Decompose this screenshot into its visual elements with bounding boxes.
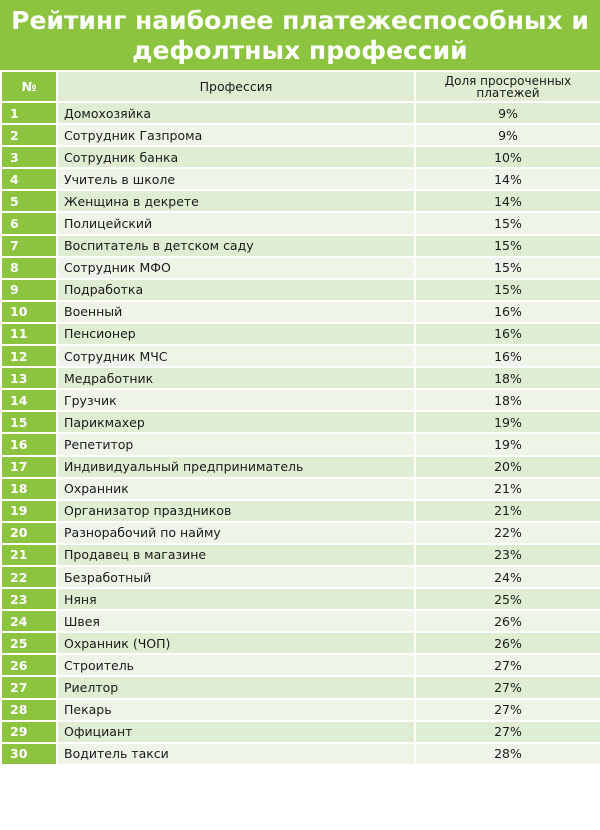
row-profession: Строитель [57,654,415,676]
row-overdue-share: 20% [415,456,600,478]
table-row [1,367,600,389]
table-row [1,301,600,323]
row-number: 13 [1,367,57,389]
table-row [1,102,600,124]
profession-table [0,70,600,766]
row-overdue-share: 14% [415,190,600,212]
header-overdue-share: Доля просроченных платежей [415,71,600,102]
row-number: 17 [1,456,57,478]
header-row [1,71,600,102]
page-title [0,0,600,70]
row-profession: Продавец в магазине [57,544,415,566]
row-overdue-share: 15% [415,257,600,279]
row-profession: Домохозяйка [57,102,415,124]
row-number: 18 [1,478,57,500]
row-profession: Женщина в декрете [57,190,415,212]
row-overdue-share: 27% [415,699,600,721]
row-number: 9 [1,279,57,301]
table-header [1,71,600,102]
table-row [1,743,600,765]
row-profession: Грузчик [57,389,415,411]
row-overdue-share: 27% [415,721,600,743]
row-overdue-share: 15% [415,279,600,301]
table-row [1,323,600,345]
row-profession: Охранник [57,478,415,500]
table-row [1,676,600,698]
row-overdue-share: 26% [415,632,600,654]
row-overdue-share: 25% [415,588,600,610]
row-overdue-share: 16% [415,345,600,367]
row-overdue-share: 27% [415,676,600,698]
row-profession: Сотрудник банка [57,146,415,168]
row-number: 14 [1,389,57,411]
table-body [1,102,600,765]
row-number: 22 [1,566,57,588]
row-overdue-share: 14% [415,168,600,190]
row-overdue-share: 10% [415,146,600,168]
header-profession: Профессия [57,71,415,102]
table-row [1,654,600,676]
row-number: 5 [1,190,57,212]
row-number: 16 [1,433,57,455]
row-profession: Подработка [57,279,415,301]
row-number: 8 [1,257,57,279]
table-row [1,699,600,721]
row-number: 3 [1,146,57,168]
table-row [1,411,600,433]
row-profession: Риелтор [57,676,415,698]
table-row [1,456,600,478]
header-number: № [1,71,57,102]
row-number: 26 [1,654,57,676]
table-row [1,124,600,146]
row-profession: Военный [57,301,415,323]
row-profession: Учитель в школе [57,168,415,190]
table-row [1,235,600,257]
row-number: 27 [1,676,57,698]
table-row [1,279,600,301]
row-profession: Индивидуальный предприниматель [57,456,415,478]
table-row [1,721,600,743]
row-number: 7 [1,235,57,257]
row-overdue-share: 28% [415,743,600,765]
row-overdue-share: 19% [415,433,600,455]
row-profession: Сотрудник Газпрома [57,124,415,146]
row-overdue-share: 18% [415,389,600,411]
table-row [1,500,600,522]
row-profession: Сотрудник МФО [57,257,415,279]
table-row [1,522,600,544]
table-row [1,544,600,566]
row-profession: Швея [57,610,415,632]
row-profession: Няня [57,588,415,610]
row-number: 11 [1,323,57,345]
row-profession: Официант [57,721,415,743]
row-profession: Парикмахер [57,411,415,433]
row-overdue-share: 18% [415,367,600,389]
table-row [1,146,600,168]
row-overdue-share: 23% [415,544,600,566]
row-profession: Организатор праздников [57,500,415,522]
row-profession: Охранник (ЧОП) [57,632,415,654]
row-profession: Безработный [57,566,415,588]
table-row [1,433,600,455]
row-number: 25 [1,632,57,654]
table-row [1,212,600,234]
row-overdue-share: 16% [415,301,600,323]
row-number: 21 [1,544,57,566]
row-number: 15 [1,411,57,433]
row-number: 4 [1,168,57,190]
row-profession: Воспитатель в детском саду [57,235,415,257]
row-overdue-share: 24% [415,566,600,588]
row-profession: Разнорабочий по найму [57,522,415,544]
row-overdue-share: 9% [415,124,600,146]
table-row [1,257,600,279]
table-row [1,588,600,610]
row-overdue-share: 22% [415,522,600,544]
row-number: 1 [1,102,57,124]
row-number: 2 [1,124,57,146]
table-row [1,389,600,411]
table-row [1,632,600,654]
table-row [1,190,600,212]
row-overdue-share: 16% [415,323,600,345]
table-row [1,610,600,632]
row-number: 10 [1,301,57,323]
row-overdue-share: 26% [415,610,600,632]
row-profession: Полицейский [57,212,415,234]
row-profession: Сотрудник МЧС [57,345,415,367]
row-profession: Водитель такси [57,743,415,765]
row-profession: Медработник [57,367,415,389]
row-profession: Репетитор [57,433,415,455]
row-profession: Пекарь [57,699,415,721]
table-row [1,478,600,500]
row-number: 12 [1,345,57,367]
page-title-line-1: Рейтинг наиболее платежеспособных и [11,6,589,35]
row-number: 30 [1,743,57,765]
row-number: 24 [1,610,57,632]
row-overdue-share: 19% [415,411,600,433]
row-overdue-share: 15% [415,212,600,234]
page-title-line-2: дефолтных профессий [132,36,468,65]
row-profession: Пенсионер [57,323,415,345]
row-number: 28 [1,699,57,721]
row-number: 19 [1,500,57,522]
table-row [1,168,600,190]
row-overdue-share: 27% [415,654,600,676]
row-number: 29 [1,721,57,743]
row-number: 20 [1,522,57,544]
row-number: 6 [1,212,57,234]
table-row [1,345,600,367]
table-row [1,566,600,588]
row-overdue-share: 21% [415,500,600,522]
row-overdue-share: 21% [415,478,600,500]
row-overdue-share: 15% [415,235,600,257]
row-number: 23 [1,588,57,610]
row-overdue-share: 9% [415,102,600,124]
